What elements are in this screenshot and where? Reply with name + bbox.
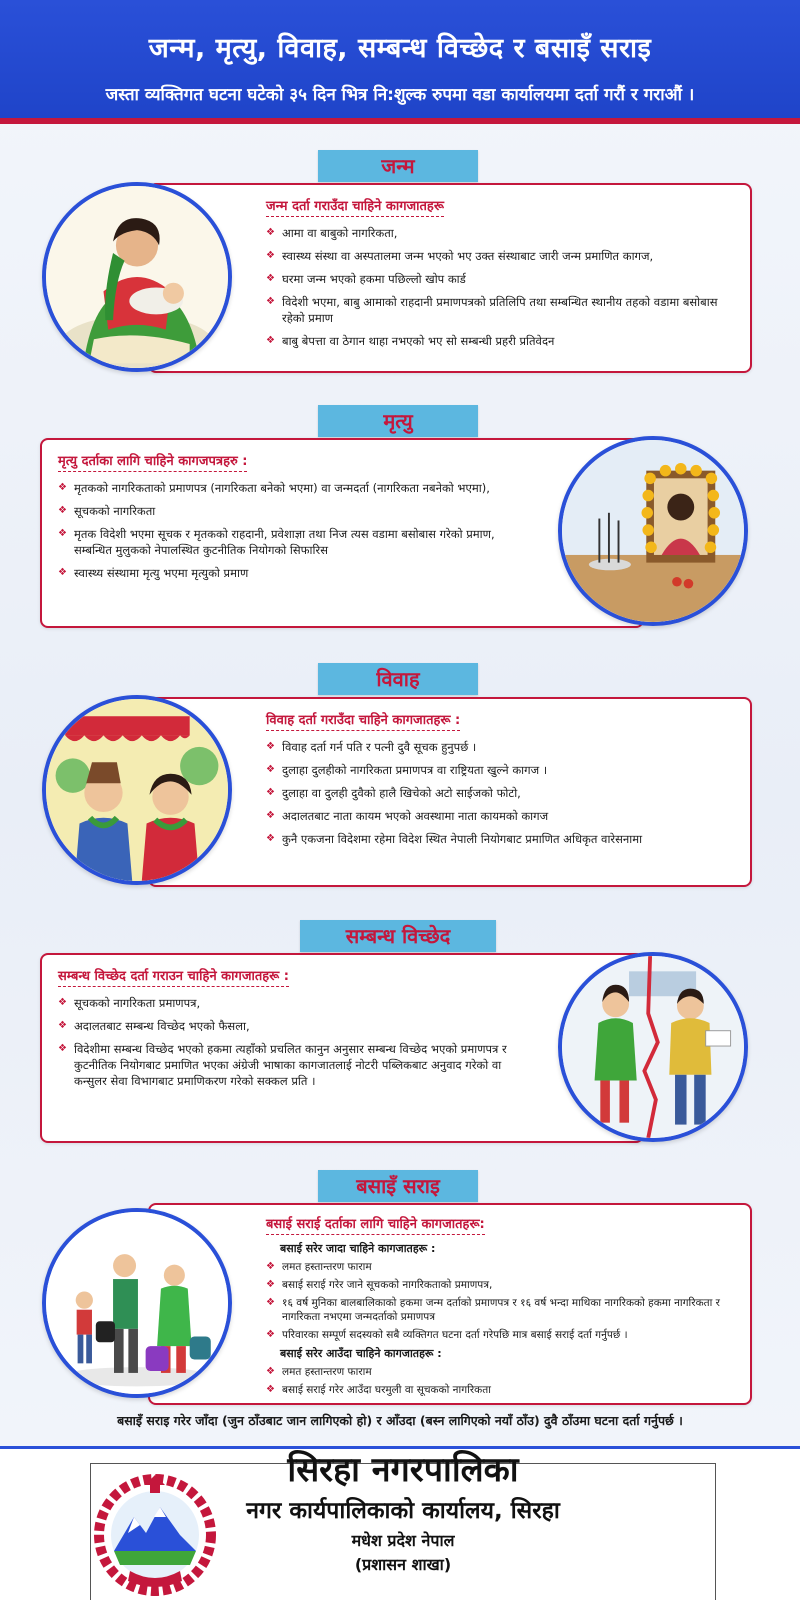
office-name: नगर कार्यपालिकाको कार्यालय, सिरहा [246, 1498, 560, 1524]
migration-outgoing-label: बसाई सरेर जादा चाहिने कागजातहरू : [280, 1242, 436, 1255]
birth-list [266, 225, 738, 349]
migration-incoming-list [266, 1365, 738, 1397]
family-migration-illustration [42, 1208, 232, 1398]
org-name: सिरहा नगरपालिका [287, 1450, 519, 1490]
list-item: ❖ लमत हस्तान्तरण फाराम [266, 1260, 738, 1274]
list-item: ❖ दुलाहा दुलहीको नागरिकता प्रमाणपत्र वा राष्ट्रियता खुल्ने कागज । [266, 762, 738, 778]
footer [0, 1446, 800, 1600]
divorce-card [40, 953, 644, 1143]
list-item: ❖ दुलाहा वा दुलही दुवैको हालै खिचेको अटो साईजको फोटो, [266, 785, 738, 801]
birth-heading: जन्म दर्ता गराउँदा चाहिने कागजातहरू [266, 196, 444, 217]
memorial-illustration [558, 436, 748, 626]
birth-card [148, 183, 752, 373]
list-item: ❖ १६ वर्ष मुनिका बालबालिकाको हकमा जन्म दर्ताको प्रमाणपत्र र १६ वर्ष भन्दा माथिका नागरिकको हकमा नागरिकता र नागरिकता नभएमा जन्मदर्ताको प्रमाणपत्र [266, 1296, 738, 1324]
marriage-card [148, 697, 752, 887]
list-item: ❖ मृतक विदेशी भएमा सूचक र मृतकको राहदानी, प्रवेशाज्ञा तथा निज त्यस वडामा बसोबास गरेको प्रमाण, सम्बन्धित मुलुकको नेपालस्थित कुटनीतिक नियोगको सिफारिस [58, 526, 532, 558]
list-item: ❖ सूचकको नागरिकता प्रमाणपत्र, [58, 995, 532, 1011]
list-item: ❖ विवाह दर्ता गर्न पति र पत्नी दुवै सूचक हुनुपर्छ । [266, 739, 738, 755]
section-title-birth: जन्म [318, 150, 478, 182]
list-item: ❖ घरमा जन्म भएको हकमा पछिल्लो खोप कार्ड [266, 271, 738, 287]
list-item: ❖ मृतकको नागरिकताको प्रमाणपत्र (नागरिकता बनेको भएमा) वा जन्मदर्ता (नागरिकता नबनेको भएमा), [58, 480, 532, 496]
divorce-list [58, 995, 532, 1089]
list-item: ❖ सूचकको नागरिकता [58, 503, 532, 519]
list-item: ❖ स्वास्थ्य संस्था वा अस्पतालमा जन्म भएको भए उक्त संस्थाबाट जारी जन्म प्रमाणित कागज, [266, 248, 738, 264]
divorce-couple-illustration [558, 952, 748, 1142]
page-subtitle: जस्ता व्यक्तिगत घटना घटेको ३५ दिन भित्र नि:शुल्क रुपमा वडा कार्यालयमा दर्ता गरौं र गराऔं । [105, 85, 695, 105]
marriage-list [266, 739, 738, 847]
death-list [58, 480, 532, 581]
province-name: मधेश प्रदेश नेपाल [351, 1531, 455, 1550]
list-item: ❖ अदालतबाट नाता कायम भएको अवस्थामा नाता कायमको कागज [266, 808, 738, 824]
migration-outgoing-list [266, 1260, 738, 1342]
migration-note: बसाइँ सराइ गरेर जाँदा (जुन ठाँउबाट जान लागिएको हो) र आँउदा (बस्न लागिएको नयाँ ठाँउ) दुवै ठाँउमा घटना दर्ता गर्नुपर्छ । [117, 1413, 683, 1428]
section-title-death: मृत्यु [318, 405, 478, 437]
list-item: ❖ बसाई सराई गरेर जाने सूचकको नागरिकताको प्रमाणपत्र, [266, 1278, 738, 1292]
list-item: ❖ आमा वा बाबुको नागरिकता, [266, 225, 738, 241]
page-title: जन्म, मृत्यु, विवाह, सम्बन्ध विच्छेद र बसाइँ सराइ [148, 33, 652, 64]
mother-baby-illustration [42, 182, 232, 372]
list-item: ❖ कुनै एकजना विदेशमा रहेमा विदेश स्थित नेपाली नियोगबाट प्रमाणित अधिकृत वारेसनामा [266, 831, 738, 847]
section-title-migration: बसाइँ सराइ [318, 1170, 478, 1202]
list-item: ❖ विदेशीमा सम्बन्ध विच्छेद भएको हकमा त्यहाँको प्रचलित कानुन अनुसार सम्बन्ध विच्छेद भएको प्रमाणपत्र र कुटनीतिक नियोगबाट प्रमाणित भएका अंग्रेजी भाषाका कागजातलाई नोटरी पब्लिकबाट अनुवाद गरेको वा कन्सुलर सेवा विभागबाट प्रमाणिकरण गरेको सक्कल प्रति । [58, 1041, 532, 1089]
divorce-heading: सम्बन्ध विच्छेद दर्ता गराउन चाहिने कागजातहरू : [58, 966, 289, 987]
migration-heading: बसाई सराई दर्ताका लागि चाहिने कागजातहरू: [266, 1214, 485, 1235]
death-card [40, 438, 644, 628]
list-item: ❖ परिवारका सम्पूर्ण सदस्यको सबै व्यक्तिगत घटना दर्ता गरेपछि मात्र बसाई सराई दर्ता गर्नुपर्छ । [266, 1328, 738, 1342]
branch-name: (प्रशासन शाखा) [354, 1555, 452, 1574]
section-title-divorce: सम्बन्ध विच्छेद [300, 920, 496, 952]
marriage-heading: विवाह दर्ता गराउँदा चाहिने कागजातहरू : [266, 710, 460, 731]
list-item: ❖ अदालतबाट सम्बन्ध विच्छेद भएको फैसला, [58, 1018, 532, 1034]
list-item: ❖ स्वास्थ्य संस्थामा मृत्यु भएमा मृत्युको प्रमाण [58, 565, 532, 581]
wedding-couple-illustration [42, 695, 232, 885]
death-heading: मृत्यु दर्ताका लागि चाहिने कागजपत्रहरु : [58, 451, 247, 472]
migration-incoming-label: बसाई सरेर आउँदा चाहिने कागजातहरू : [280, 1347, 442, 1360]
migration-card [148, 1203, 752, 1405]
list-item: ❖ लमत हस्तान्तरण फाराम [266, 1365, 738, 1379]
list-item: ❖ बसाई सराई गरेर आउँदा घरमुली वा सूचकको नागरिकता [266, 1383, 738, 1397]
section-title-marriage: विवाह [318, 663, 478, 695]
header-banner [0, 0, 800, 124]
list-item: ❖ विदेशी भएमा, बाबु आमाको राहदानी प्रमाणपत्रको प्रतिलिपि तथा सम्बन्धित स्थानीय तहको वडामा बसोबास रहेको प्रमाण [266, 294, 738, 326]
list-item: ❖ बाबु बेपत्ता वा ठेगान थाहा नभएको भए सो सम्बन्धी प्रहरी प्रतिवेदन [266, 333, 738, 349]
